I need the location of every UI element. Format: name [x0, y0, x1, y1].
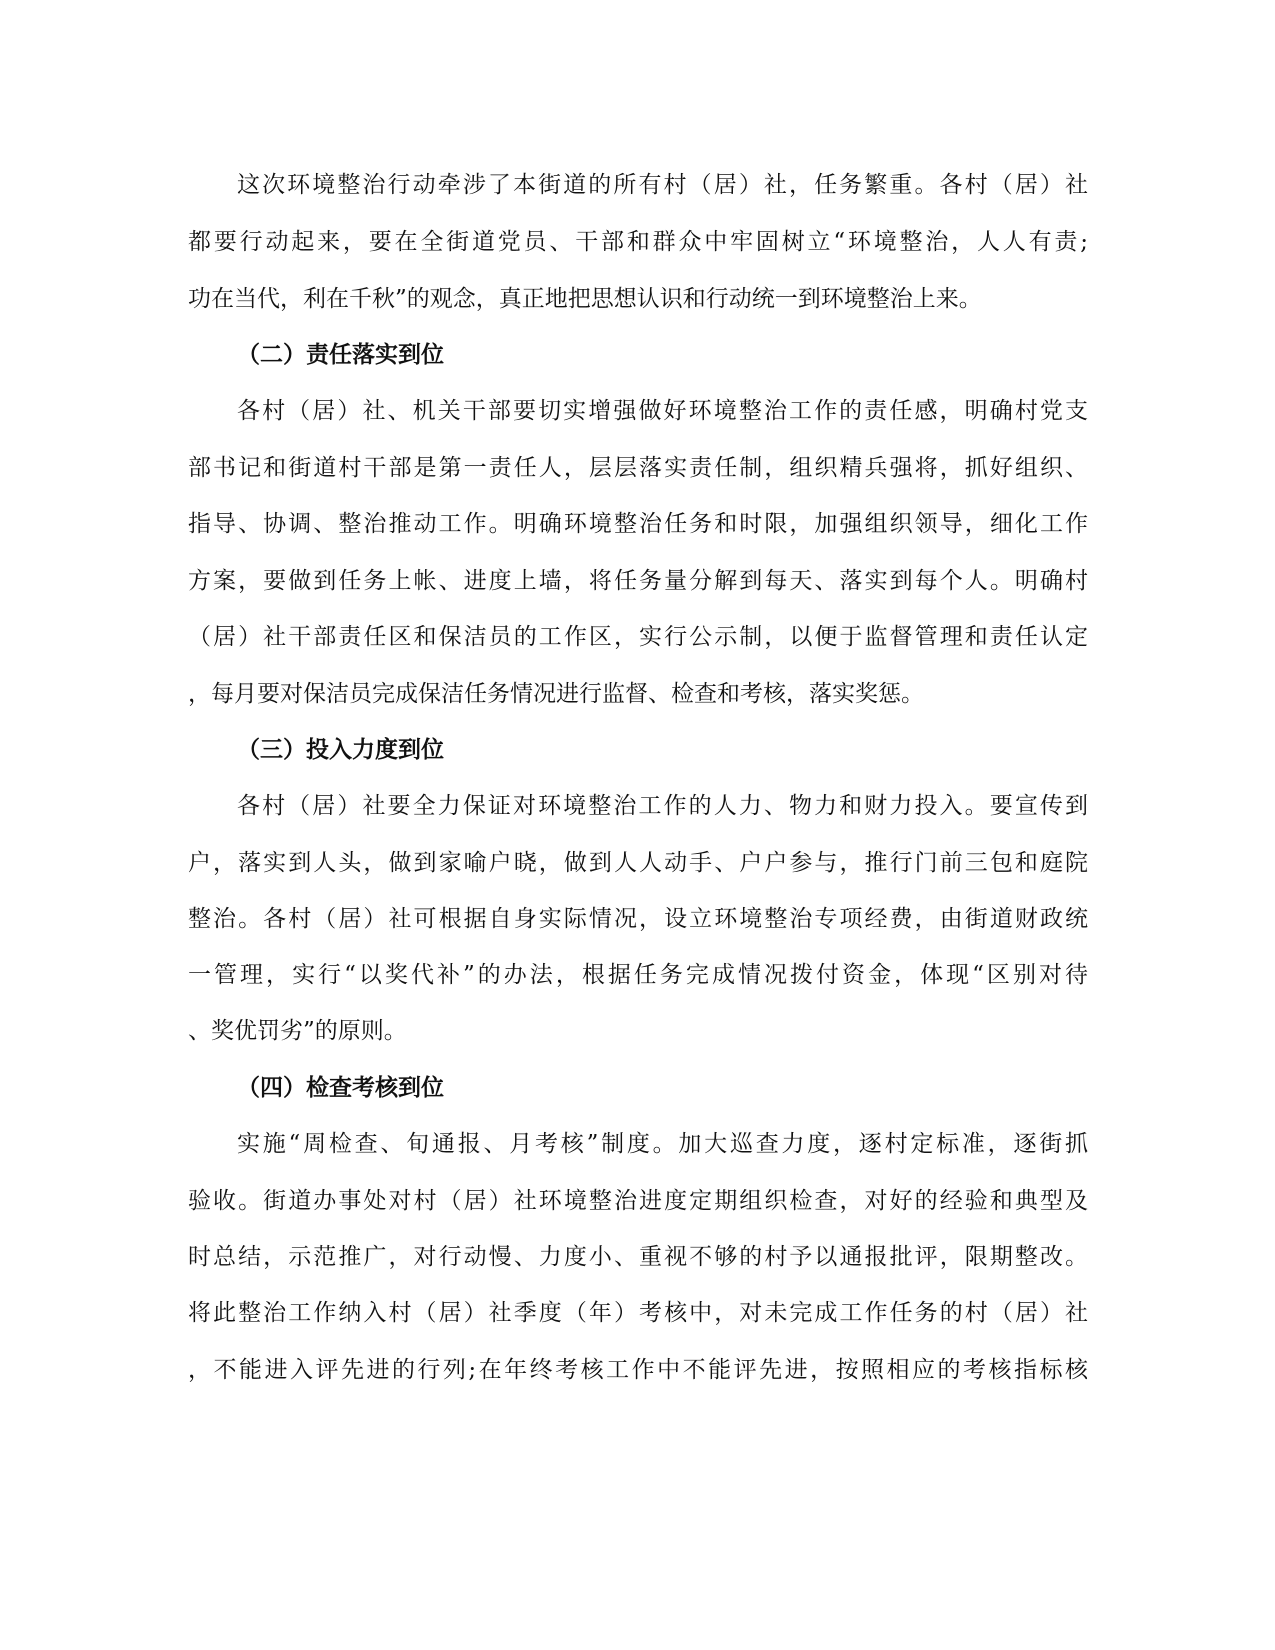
paragraph-line: ，每月要对保洁员完成保洁任务情况进行监督、检查和考核，落实奖惩。 — [188, 681, 924, 707]
paragraph-line: 指导、协调、整治推动工作。明确环境整治任务和时限，加强组织领导，细化工作 — [188, 511, 1088, 537]
paragraph-line: 实施“周检查、旬通报、月考核”制度。加大巡查力度，逐村定标准，逐街抓 — [237, 1131, 1088, 1157]
paragraph-line: 户，落实到人头，做到家喻户晓，做到人人动手、户户参与，推行门前三包和庭院 — [188, 850, 1088, 876]
paragraph-line: 部书记和街道村干部是第一责任人，层层落实责任制，组织精兵强将，抓好组织、 — [188, 455, 1088, 481]
paragraph-line: 一管理，实行“以奖代补”的办法，根据任务完成情况拨付资金，体现“区别对待 — [188, 962, 1088, 988]
paragraph-line: 整治。各村（居）社可根据自身实际情况，设立环境整治专项经费，由街道财政统 — [188, 906, 1088, 932]
paragraph-line: 各村（居）社要全力保证对环境整治工作的人力、物力和财力投入。要宣传到 — [237, 793, 1088, 819]
paragraph-line: 都要行动起来，要在全街道党员、干部和群众中牢固树立“环境整治，人人有责; — [188, 229, 1088, 255]
section-heading: （四）检查考核到位 — [237, 1074, 444, 1101]
paragraph-line: 验收。街道办事处对村（居）社环境整治进度定期组织检查，对好的经验和典型及 — [188, 1188, 1088, 1214]
paragraph-line: （居）社干部责任区和保洁员的工作区，实行公示制，以便于监督管理和责任认定 — [188, 624, 1088, 650]
paragraph-line: 各村（居）社、机关干部要切实增强做好环境整治工作的责任感，明确村党支 — [237, 398, 1088, 424]
paragraph-line: 、奖优罚劣”的原则。 — [188, 1018, 407, 1044]
paragraph-line: ，不能进入评先进的行列;在年终考核工作中不能评先进，按照相应的考核指标核 — [188, 1357, 1088, 1383]
paragraph-line: 方案，要做到任务上帐、进度上墙，将任务量分解到每天、落实到每个人。明确村 — [188, 568, 1088, 594]
paragraph-line: 时总结，示范推广，对行动慢、力度小、重视不够的村予以通报批评，限期整改。 — [188, 1244, 1088, 1270]
section-heading: （二）责任落实到位 — [237, 341, 444, 368]
paragraph-line: 将此整治工作纳入村（居）社季度（年）考核中，对未完成工作任务的村（居）社 — [188, 1300, 1088, 1326]
paragraph-line: 功在当代，利在千秋”的观念，真正地把思想认识和行动统一到环境整治上来。 — [188, 286, 982, 312]
paragraph-line: 这次环境整治行动牵涉了本街道的所有村（居）社，任务繁重。各村（居）社 — [237, 172, 1088, 198]
section-heading: （三）投入力度到位 — [237, 736, 444, 763]
